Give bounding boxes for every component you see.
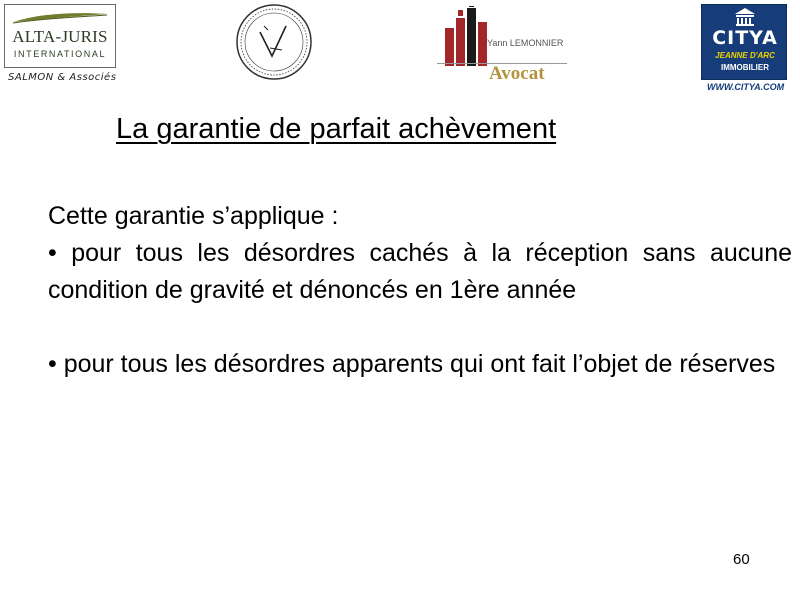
alta-juris-name: ALTA-JURIS: [12, 27, 108, 46]
leaf-icon: [11, 11, 109, 25]
slide-title: La garantie de parfait achèvement: [116, 113, 557, 145]
building-icon: [702, 5, 788, 27]
alta-juris-logo: [4, 4, 124, 84]
page-number: 60: [733, 551, 750, 568]
slide-body: [48, 198, 792, 383]
alta-juris-logo-box: [4, 4, 116, 68]
salmon-associes-label: SALMON & Associés: [8, 72, 117, 83]
citya-url: WWW.CITYA.COM: [707, 82, 785, 92]
citya-category: IMMOBILIER: [721, 63, 769, 72]
avocat-title: Avocat: [489, 63, 545, 84]
alta-juris-subtitle: INTERNATIONAL: [13, 49, 107, 59]
citya-logo-box: [701, 4, 787, 80]
body-intro: Cette garantie s’applique :: [48, 202, 339, 230]
seal-icon: [234, 2, 314, 82]
columns-icon: [445, 6, 493, 66]
avocat-name: Yann LEMONNIER: [487, 38, 564, 48]
bullet-item-apparent-defects: • pour tous les désordres apparents qui ont fait l’objet de réserves: [48, 350, 776, 378]
seal-logo: [234, 2, 314, 82]
citya-region: JEANNE D'ARC: [715, 51, 775, 60]
citya-logo: [701, 4, 789, 92]
avocat-logo: [437, 6, 577, 86]
bullet-item-hidden-defects: • pour tous les désordres cachés à la réception sans aucune condition de gravité et dénoncés en 1ère année: [48, 239, 792, 304]
citya-wordmark: CITYA: [712, 27, 778, 49]
